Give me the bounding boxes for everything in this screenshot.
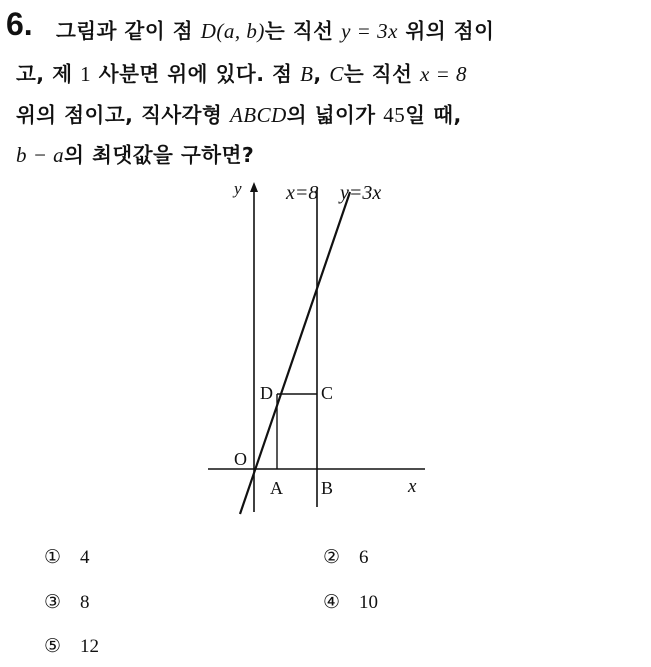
point-C-label: C bbox=[321, 383, 334, 403]
math-expression: D(a, b) bbox=[200, 19, 265, 43]
stem-text: 의 넓이가 bbox=[286, 103, 384, 127]
stem-text: 그림과 같이 점 bbox=[56, 19, 201, 43]
choice-3[interactable] bbox=[44, 591, 90, 614]
choice-value: 6 bbox=[359, 547, 369, 568]
vertical-line-label: x=8 bbox=[286, 182, 319, 204]
line-label: y=3x bbox=[340, 182, 382, 204]
line-y-3x bbox=[240, 192, 350, 514]
y-axis-arrow-icon bbox=[250, 182, 258, 192]
stem-text: 는 직선 bbox=[343, 62, 421, 86]
choice-mark: ⑤ bbox=[44, 636, 62, 657]
point-A-label: A bbox=[270, 478, 283, 498]
stem-line-1 bbox=[56, 14, 494, 44]
math-expression: y = 3x bbox=[341, 19, 398, 43]
choice-value: 12 bbox=[80, 636, 99, 657]
math-expression: ABCD bbox=[229, 103, 287, 127]
stem-text: 위의 점이고, 직사각형 bbox=[16, 103, 230, 127]
x-axis-label: x bbox=[408, 476, 417, 497]
choice-mark: ① bbox=[44, 547, 62, 568]
y-axis-label: y bbox=[234, 179, 242, 198]
math-number: 45 bbox=[383, 103, 406, 127]
choice-value: 10 bbox=[359, 592, 378, 613]
math-expression: B bbox=[300, 62, 314, 86]
stem-text: 고, 제 bbox=[16, 62, 81, 86]
choice-value: 4 bbox=[80, 547, 90, 568]
choice-value: 8 bbox=[80, 592, 90, 613]
stem-line-3 bbox=[16, 98, 462, 128]
stem-text: 사분면 위에 있다. 점 bbox=[91, 62, 301, 86]
choice-4[interactable] bbox=[323, 591, 378, 614]
choice-mark: ② bbox=[323, 547, 341, 568]
choice-2[interactable] bbox=[323, 546, 369, 569]
math-number: 1 bbox=[80, 62, 92, 86]
point-B-label: B bbox=[321, 478, 334, 498]
stem-line-4 bbox=[16, 138, 254, 168]
point-D-label: D bbox=[260, 383, 273, 403]
stem-text: 위의 점이 bbox=[397, 19, 495, 43]
choice-mark: ④ bbox=[323, 592, 341, 613]
choice-1[interactable] bbox=[44, 546, 90, 569]
math-expression: C bbox=[329, 62, 344, 86]
question-number: 6. bbox=[6, 6, 33, 42]
stem-text: 의 최댓값을 구하면? bbox=[64, 143, 255, 167]
stem-line-2 bbox=[16, 57, 467, 87]
math-expression: x = 8 bbox=[420, 62, 468, 86]
stem-text: , bbox=[313, 62, 330, 86]
choice-mark: ③ bbox=[44, 592, 62, 613]
origin-label: O bbox=[234, 449, 247, 469]
choice-5[interactable] bbox=[44, 635, 99, 658]
stem-text: 는 직선 bbox=[264, 19, 342, 43]
coordinate-figure bbox=[200, 172, 430, 522]
math-expression: b − a bbox=[16, 143, 65, 167]
stem-text: 일 때, bbox=[405, 103, 462, 127]
